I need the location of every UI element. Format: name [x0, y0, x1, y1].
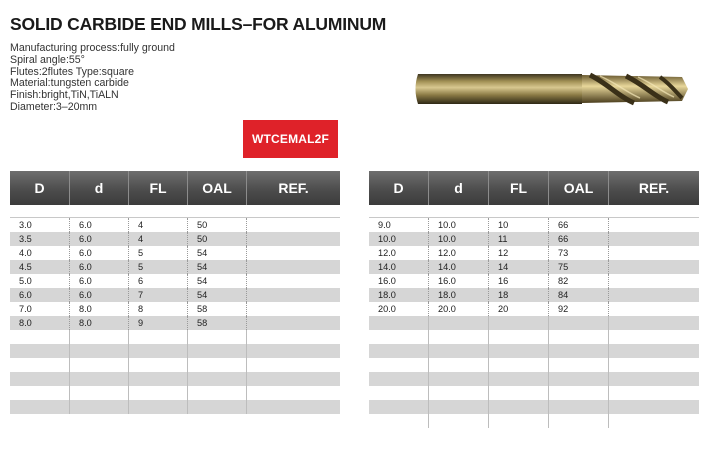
table-header — [10, 171, 340, 205]
table-cell — [10, 400, 70, 414]
table-row — [10, 274, 340, 288]
table-cell — [369, 414, 429, 428]
table-row-empty — [10, 330, 340, 344]
table-cell: 6 — [129, 274, 188, 288]
table-cell — [10, 358, 70, 372]
table-cell — [429, 358, 489, 372]
table-cell — [247, 316, 340, 330]
table-cell — [369, 358, 429, 372]
table-cell — [609, 414, 699, 428]
table-cell — [188, 330, 247, 344]
table-cell — [10, 330, 70, 344]
table-cell — [609, 302, 699, 316]
table-cell: 9.0 — [369, 218, 429, 232]
table-cell — [129, 358, 188, 372]
end-mill-tool-icon — [412, 68, 694, 110]
table-cell — [369, 316, 429, 330]
table-cell — [429, 414, 489, 428]
header-cell-d-shank: d — [70, 171, 129, 205]
header-cell-fl: FL — [129, 171, 188, 205]
header-cell-ref: REF. — [638, 180, 670, 196]
table-cell — [489, 358, 549, 372]
table-cell — [70, 330, 129, 344]
table-cell — [489, 372, 549, 386]
table-cell: 18 — [489, 288, 549, 302]
table-cell — [609, 372, 699, 386]
table-cell: 14 — [489, 260, 549, 274]
table-cell — [549, 344, 609, 358]
table-cell — [609, 316, 699, 330]
table-cell — [247, 358, 340, 372]
table-cell — [129, 400, 188, 414]
table-cell: 12.0 — [369, 246, 429, 260]
table-cell: 20.0 — [429, 302, 489, 316]
table-cell: 8 — [129, 302, 188, 316]
table-row — [10, 218, 340, 232]
table-cell: 16 — [489, 274, 549, 288]
table-cell — [429, 344, 489, 358]
table-cell: 5 — [129, 260, 188, 274]
table-cell — [609, 246, 699, 260]
table-cell — [549, 330, 609, 344]
table-cell: 4.0 — [10, 246, 70, 260]
table-cell: 50 — [188, 232, 247, 246]
table-cell: 54 — [188, 274, 247, 288]
table-cell: 58 — [188, 316, 247, 330]
table-row-empty — [10, 386, 340, 400]
table-cell: 6.0 — [70, 288, 129, 302]
table-cell: 14.0 — [429, 260, 489, 274]
header-cell-ref: REF. — [278, 180, 309, 196]
table-row-empty — [369, 358, 699, 372]
header-cell-d-major: D — [10, 171, 70, 205]
table-cell — [489, 330, 549, 344]
table-cell: 54 — [188, 260, 247, 274]
table-cell — [247, 232, 340, 246]
table-cell: 10.0 — [369, 232, 429, 246]
table-cell — [247, 372, 340, 386]
table-cell — [70, 386, 129, 400]
table-cell: 6.0 — [70, 232, 129, 246]
table-cell: 20 — [489, 302, 549, 316]
table-cell — [489, 344, 549, 358]
table-cell: 10.0 — [429, 232, 489, 246]
table-cell — [188, 386, 247, 400]
table-cell — [369, 344, 429, 358]
table-row — [369, 232, 699, 246]
table-cell: 9 — [129, 316, 188, 330]
table-cell — [188, 372, 247, 386]
table-row — [10, 232, 340, 246]
table-cell — [549, 400, 609, 414]
spec-material: Material:tungsten carbide — [10, 77, 129, 90]
table-cell: 4.5 — [10, 260, 70, 274]
table-cell — [549, 386, 609, 400]
table-row-empty — [10, 358, 340, 372]
table-cell — [129, 330, 188, 344]
table-cell — [129, 372, 188, 386]
table-cell — [429, 386, 489, 400]
table-cell: 18.0 — [369, 288, 429, 302]
table-cell — [489, 414, 549, 428]
table-row — [10, 260, 340, 274]
table-row — [369, 246, 699, 260]
table-cell: 92 — [549, 302, 609, 316]
table-cell: 12 — [489, 246, 549, 260]
header-cell-d-shank: d — [429, 171, 489, 205]
table-cell: 16.0 — [429, 274, 489, 288]
table-cell: 10.0 — [429, 218, 489, 232]
page-title: SOLID CARBIDE END MILLS–FOR ALUMINUM — [10, 14, 387, 34]
size-table-small — [10, 171, 340, 414]
table-cell: 75 — [549, 260, 609, 274]
table-row-empty — [369, 400, 699, 414]
table-cell: 66 — [549, 218, 609, 232]
table-cell — [247, 288, 340, 302]
table-row — [369, 218, 699, 232]
table-cell: 73 — [549, 246, 609, 260]
table-cell — [247, 260, 340, 274]
table-cell: 11 — [489, 232, 549, 246]
table-row-empty — [369, 386, 699, 400]
table-cell — [247, 218, 340, 232]
table-header — [369, 171, 699, 205]
table-cell — [609, 344, 699, 358]
table-cell: 7.0 — [10, 302, 70, 316]
table-row — [10, 288, 340, 302]
table-cell — [609, 288, 699, 302]
spec-list — [10, 43, 175, 114]
table-cell — [609, 232, 699, 246]
table-cell — [549, 414, 609, 428]
table-cell: 8.0 — [10, 316, 70, 330]
table-cell — [609, 386, 699, 400]
table-row — [10, 246, 340, 260]
table-cell — [70, 344, 129, 358]
table-cell — [10, 372, 70, 386]
table-cell — [609, 400, 699, 414]
spec-process: Manufacturing process:fully ground — [10, 42, 175, 54]
table-cell: 82 — [549, 274, 609, 288]
table-cell: 20.0 — [369, 302, 429, 316]
table-cell — [70, 372, 129, 386]
table-row-empty — [10, 344, 340, 358]
spec-flutes-type: Flutes:2flutes Type:square — [10, 65, 135, 78]
table-cell — [549, 372, 609, 386]
table-cell — [247, 344, 340, 358]
table-cell — [188, 400, 247, 414]
table-cell: 5.0 — [10, 274, 70, 288]
table-cell: 58 — [188, 302, 247, 316]
table-cell: 84 — [549, 288, 609, 302]
table-cell — [369, 372, 429, 386]
header-cell-fl: FL — [489, 171, 549, 205]
table-cell: 6.0 — [70, 274, 129, 288]
table-cell: 8.0 — [70, 302, 129, 316]
table-cell — [489, 386, 549, 400]
table-cell — [247, 274, 340, 288]
table-cell: 14.0 — [369, 260, 429, 274]
table-cell — [129, 344, 188, 358]
table-cell — [247, 302, 340, 316]
table-cell: 10 — [489, 218, 549, 232]
table-row-empty — [10, 400, 340, 414]
table-cell — [369, 400, 429, 414]
table-row — [369, 288, 699, 302]
table-row-empty — [369, 344, 699, 358]
table-cell: 4 — [129, 218, 188, 232]
table-cell — [609, 260, 699, 274]
table-cell — [429, 400, 489, 414]
table-cell — [10, 344, 70, 358]
table-cell — [549, 316, 609, 330]
table-cell — [489, 400, 549, 414]
end-mill-tool-image — [412, 68, 694, 115]
spec-spiral-angle: Spiral angle:55° — [10, 53, 85, 66]
table-cell — [609, 330, 699, 344]
table-cell: 6.0 — [70, 260, 129, 274]
table-cell: 50 — [188, 218, 247, 232]
table-cell — [247, 400, 340, 414]
table-cell: 8.0 — [70, 316, 129, 330]
table-body — [10, 217, 340, 414]
size-table-large — [369, 171, 699, 428]
table-cell — [429, 372, 489, 386]
table-cell — [188, 358, 247, 372]
table-cell: 4 — [129, 232, 188, 246]
table-cell — [247, 330, 340, 344]
table-cell — [549, 358, 609, 372]
table-cell — [70, 400, 129, 414]
table-row-empty — [369, 316, 699, 330]
spec-finish: Finish:bright,TiN,TiALN — [10, 89, 119, 102]
header-cell-oal: OAL — [549, 171, 609, 205]
table-cell: 6.0 — [10, 288, 70, 302]
table-cell: 16.0 — [369, 274, 429, 288]
table-cell: 6.0 — [70, 218, 129, 232]
table-row-empty — [369, 330, 699, 344]
table-cell — [10, 386, 70, 400]
table-cell — [609, 358, 699, 372]
table-cell — [489, 316, 549, 330]
table-row — [369, 260, 699, 274]
table-cell: 3.0 — [10, 218, 70, 232]
table-cell: 54 — [188, 246, 247, 260]
table-cell — [369, 330, 429, 344]
table-cell — [609, 274, 699, 288]
product-code-badge: WTCEMAL2F — [243, 120, 338, 158]
table-row — [10, 316, 340, 330]
table-cell: 54 — [188, 288, 247, 302]
table-cell — [247, 246, 340, 260]
spec-diameter: Diameter:3–20mm — [10, 100, 98, 113]
table-cell — [70, 358, 129, 372]
table-cell — [429, 316, 489, 330]
table-cell — [429, 330, 489, 344]
table-cell — [369, 386, 429, 400]
table-cell: 7 — [129, 288, 188, 302]
table-cell: 3.5 — [10, 232, 70, 246]
table-cell: 66 — [549, 232, 609, 246]
table-cell: 5 — [129, 246, 188, 260]
header-cell-oal: OAL — [188, 171, 247, 205]
table-cell — [188, 344, 247, 358]
table-row-empty — [369, 372, 699, 386]
table-cell — [247, 386, 340, 400]
table-cell — [609, 218, 699, 232]
table-row — [10, 302, 340, 316]
table-cell: 6.0 — [70, 246, 129, 260]
table-body — [369, 217, 699, 428]
header-cell-d-major: D — [369, 171, 429, 205]
table-row — [369, 302, 699, 316]
table-cell: 18.0 — [429, 288, 489, 302]
table-row — [369, 274, 699, 288]
table-row-empty — [369, 414, 699, 428]
table-cell: 12.0 — [429, 246, 489, 260]
table-cell — [129, 386, 188, 400]
table-row-empty — [10, 372, 340, 386]
